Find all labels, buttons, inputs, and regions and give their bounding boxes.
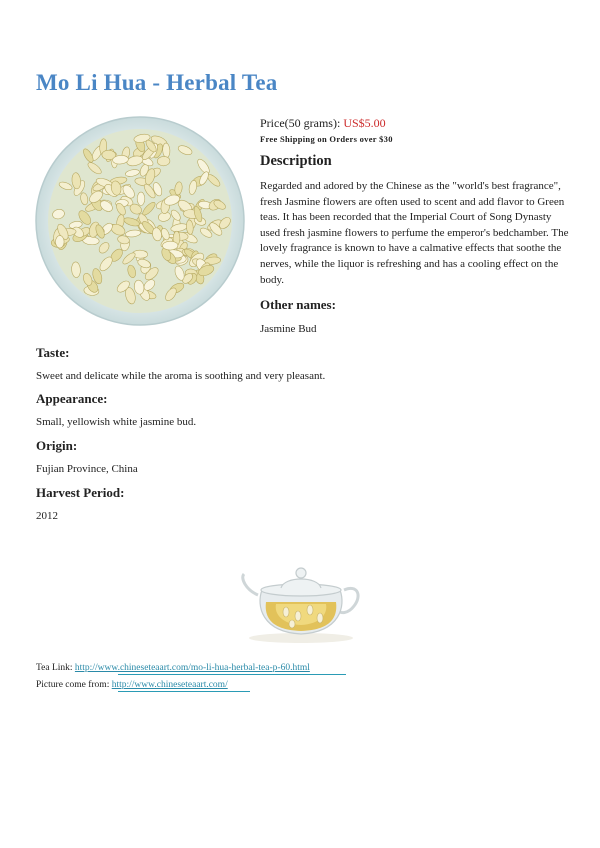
appearance-heading: Appearance: xyxy=(36,391,108,406)
page-title: Mo Li Hua - Herbal Tea xyxy=(36,70,278,95)
other-names-heading: Other names: xyxy=(260,297,336,313)
link-underline-rule xyxy=(118,674,346,675)
harvest-heading: Harvest Period: xyxy=(36,485,125,500)
picture-source-link[interactable]: http://www.chineseteaart.com/ xyxy=(111,680,228,690)
tea-link[interactable]: http://www.chineseteaart.com/mo-li-hua-herbal-tea-p-60.html xyxy=(74,663,310,673)
links-section xyxy=(36,660,310,694)
product-info xyxy=(260,116,570,337)
price-line xyxy=(260,116,570,131)
shipping-note: Free Shipping on Orders over $30 xyxy=(260,134,393,144)
taste-value: Sweet and delicate while the aroma is soothing and very pleasant. xyxy=(36,370,326,382)
price-amount: US$5.00 xyxy=(343,116,386,130)
description-text: Regarded and adored by the Chinese as the "world's best fragrance", fresh Jasmine flowers are often used to scent and add flavor to Green teas. It has been recorded that the Imperial Court of Song Dynasty used fresh jasmine flowers to perfume the emperor's bedchamber. The lovely fragrance is known to have a calmative effects that soothe the nerves, while the liquor is refreshing and has a cooling effect on the body. xyxy=(260,180,569,286)
link-underline-rule xyxy=(118,691,250,692)
other-names-value: Jasmine Bud xyxy=(260,323,317,336)
origin-heading: Origin: xyxy=(36,438,78,453)
picture-source-label: Picture come from: xyxy=(36,680,110,690)
teapot-image xyxy=(236,540,366,645)
appearance-value: Small, yellowish white jasmine bud. xyxy=(36,416,197,428)
jasmine-bowl-image xyxy=(33,114,248,329)
origin-value: Fujian Province, China xyxy=(36,463,138,475)
tea-link-label: Tea Link: xyxy=(36,663,73,673)
taste-heading: Taste: xyxy=(36,345,70,360)
price-label: Price(50 grams): xyxy=(260,116,341,130)
harvest-value: 2012 xyxy=(36,510,58,522)
description-heading: Description xyxy=(260,153,332,169)
